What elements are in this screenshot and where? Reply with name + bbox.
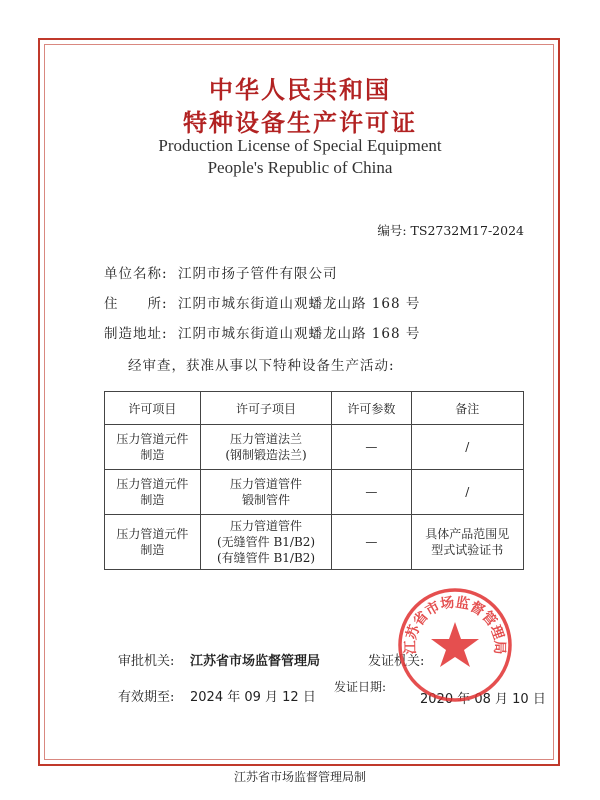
cell-item: 压力管道元件 制造 <box>105 515 201 570</box>
certificate-number: 编号: TS2732M17-2024 <box>377 223 524 238</box>
issue-date-label: 发证日期: <box>334 680 387 694</box>
mfg-address-value: 江阴市城东街道山观蟠龙山路 168 号 <box>178 326 421 342</box>
title-en-line1: Production License of Special Equipment <box>158 136 442 155</box>
intro-text: 经审查，获准从事以下特种设备生产活动: <box>128 358 395 374</box>
cell-param: — <box>332 470 411 515</box>
cell-note: / <box>411 470 523 515</box>
title-cn-line2: 特种设备生产许可证 <box>183 109 417 137</box>
cell-subitem: 压力管道管件 锻制管件 <box>200 470 331 515</box>
approval-authority: 江苏省市场监督管理局 <box>190 654 321 669</box>
table-row <box>105 425 524 470</box>
title-cn-line1: 中华人民共和国 <box>209 76 391 104</box>
mfg-address-label: 制造地址: <box>104 326 168 342</box>
validity-date: 2024 年 09 月 12 日 <box>190 690 316 705</box>
unit-name-value: 江阴市扬子管件有限公司 <box>178 266 338 282</box>
address-value: 江阴市城东街道山观蟠龙山路 168 号 <box>178 296 421 312</box>
header-item: 许可项目 <box>105 392 201 425</box>
cell-item: 压力管道元件 制造 <box>105 470 201 515</box>
unit-name-row <box>104 262 338 282</box>
table-row <box>105 470 524 515</box>
header-param: 许可参数 <box>332 392 411 425</box>
table-row <box>105 515 524 570</box>
mfg-address-row <box>104 322 420 342</box>
svg-text:江苏省市场监督管理局: 江苏省市场监督管理局 <box>402 594 508 655</box>
cell-note: 具体产品范围见 型式试验证书 <box>411 515 523 570</box>
issue-date: 2020 年 08 月 10 日 <box>420 692 546 707</box>
cell-param: — <box>332 425 411 470</box>
cell-param: — <box>332 515 411 570</box>
cell-note: / <box>411 425 523 470</box>
cell-item: 压力管道元件 制造 <box>105 425 201 470</box>
table-header-row <box>105 392 524 425</box>
issuer-footer: 江苏省市场监督管理局制 <box>233 770 366 784</box>
header-subitem: 许可子项目 <box>200 392 331 425</box>
address-label: 住 所: <box>104 296 168 312</box>
issuing-authority-label: 发证机关: <box>368 654 425 669</box>
unit-name-label: 单位名称: <box>104 266 168 282</box>
title-en-line2: People's Republic of China <box>207 158 393 177</box>
cell-subitem: 压力管道管件 (无缝管件 B1/B2) (有缝管件 B1/B2) <box>200 515 331 570</box>
approval-authority-label: 审批机关: <box>118 654 175 669</box>
official-seal-icon <box>396 586 514 704</box>
cell-subitem: 压力管道法兰 (钢制锻造法兰) <box>200 425 331 470</box>
validity-label: 有效期至: <box>118 690 175 705</box>
address-row <box>104 292 420 312</box>
permit-table <box>104 391 524 570</box>
header-note: 备注 <box>411 392 523 425</box>
